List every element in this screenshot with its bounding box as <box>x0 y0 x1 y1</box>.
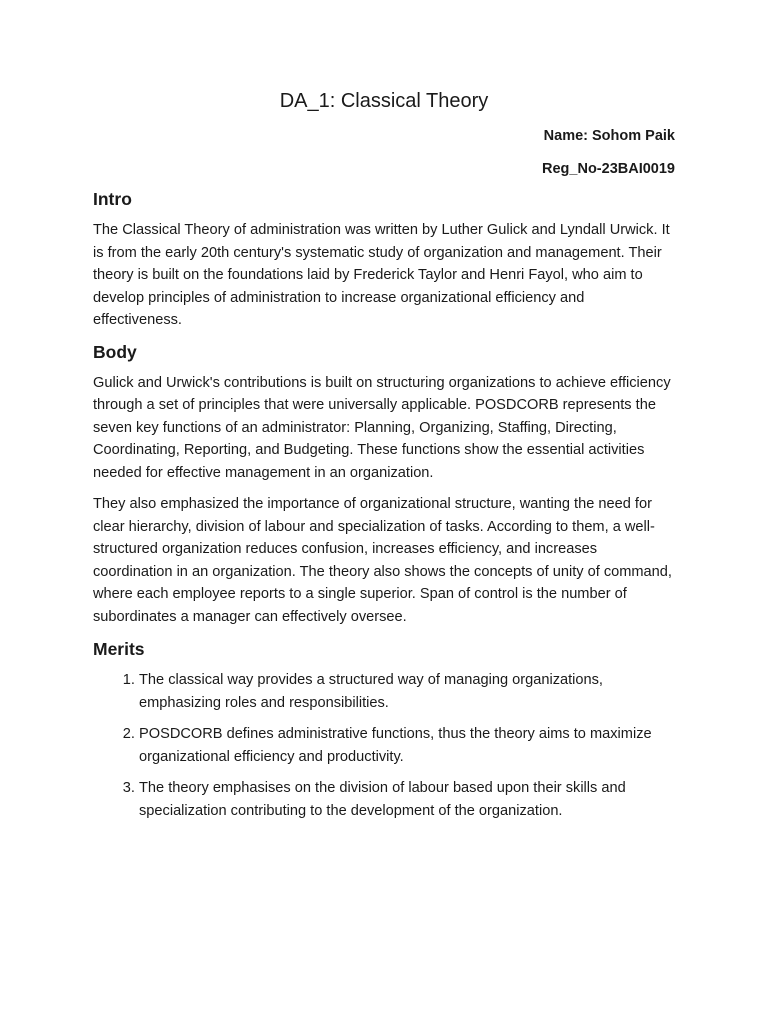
merit-item-2: 2. POSDCORB defines administrative functions, thus the theory aims to maximize organizational efficiency and productivity. <box>139 723 675 768</box>
merit-item-1: 1. The classical way provides a structured way of managing organizations, emphasizing roles and responsibilities. <box>139 669 675 714</box>
body-paragraph-1: Gulick and Urwick's contributions is built on structuring organizations to achieve efficiency through a set of principles that were universally applicable. POSDCORB represents the seven key functions of an administrator: Planning, Organizing, Staffing, Directing, Coordinating, Reporting, and Budgeting. These functions show the essential activities needed for effective management in an organization. <box>93 374 671 481</box>
registration-number: Reg_No-23BAI0019 <box>542 161 675 177</box>
body-paragraph-2: They also emphasized the importance of organizational structure, wanting the need for clear hierarchy, division of labour and specialization of tasks. According to them, a well-structured organization reduces confusion, increases efficiency, and increases coordination in an organization. The theory also shows the concepts of unity of command, where each employee reports to a single superior. Span of control is the number of subordinates a manager can effectively oversee. <box>93 496 672 625</box>
section-heading-intro: Intro <box>93 189 132 209</box>
author-name: Name: Sohom Paik <box>543 128 675 144</box>
merit-item-3: 3. The theory emphasises on the division of labour based upon their skills and specialization contributing to the development of the organization. <box>139 777 675 822</box>
document-page <box>93 86 675 831</box>
section-heading-merits: Merits <box>93 639 145 659</box>
intro-paragraph: The Classical Theory of administration was written by Luther Gulick and Lyndall Urwick. It is from the early 20th century's systematic study of organization and management. Their theory is built on the foundations laid by Frederick Taylor and Henri Fayol, who aim to develop principles of administration to increase organizational efficiency and effectiveness. <box>93 222 670 328</box>
section-heading-body: Body <box>93 341 137 362</box>
page-title: DA_1: Classical Theory <box>279 90 489 112</box>
merits-list <box>93 669 675 822</box>
